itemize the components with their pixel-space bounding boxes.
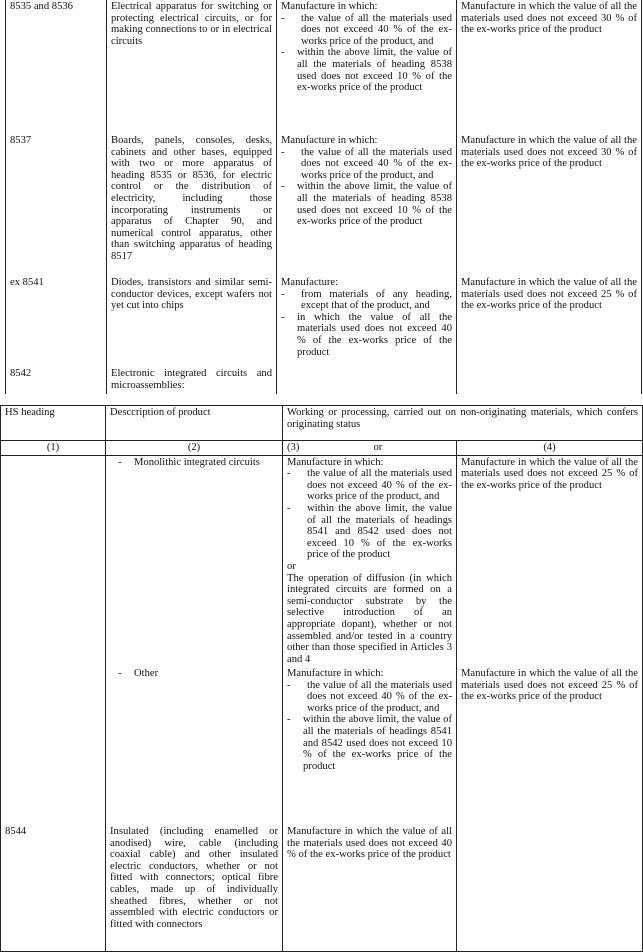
- list-item: - the value of all the materials used does not exceed 40 % of the ex-works price of the product, and: [287, 468, 452, 503]
- working-col3: [277, 134, 457, 276]
- empty-cell: [457, 825, 643, 951]
- working-col3: [283, 667, 457, 825]
- list-item: - the value of all the materials used does not exceed 40 % of the ex-works price of the product, and: [287, 680, 452, 715]
- empty-cell: [1, 667, 106, 825]
- hs-heading: 8542: [6, 364, 107, 394]
- col3-intro: Manufacture in which:: [287, 456, 384, 468]
- table-row: [6, 0, 642, 134]
- list-item: - the value of all the materials used does not exceed 40 % of the ex-works price of the product, and: [281, 13, 452, 48]
- list-item: - from materials of any heading, except that of the product, and: [281, 289, 452, 312]
- list-item: - within the above limit, the value of all the materials of headings 8541 and 8542 used does not exceed 10 % of the ex-works price of the product: [287, 503, 452, 561]
- table-row: [1, 455, 643, 667]
- list-item: - within the above limit, the value of all the materials of heading 8538 used does not exceed 10 % of the ex-works price of the product: [281, 181, 452, 227]
- working-col4: Manufacture in which the value of all the materials used does not exceed 30 % of the ex-works price of the product: [457, 0, 642, 134]
- product-description: [106, 667, 283, 825]
- list-item: - within the above limit, the value of all the materials of heading 8538 used does not exceed 10 % of the ex-works price of the product: [281, 47, 452, 93]
- list-item: - Other: [118, 668, 278, 680]
- working-col4: Manufacture in which the value of all the materials used does not exceed 25 % of the ex-works price of the product: [457, 276, 642, 364]
- working-col3: [277, 0, 457, 134]
- header-hs-heading: HS heading: [1, 406, 106, 441]
- product-description: Electronic integrated circuits and microassemblies:: [107, 364, 277, 394]
- product-description: Diodes, transistors and similar semi-conductor devices, except wafers not yet cut into chips: [107, 276, 277, 364]
- col-number-4: (4): [457, 441, 643, 456]
- table-row: [1, 667, 643, 825]
- hs-heading: ex 8541: [6, 276, 107, 364]
- list-item: - Monolithic integrated circuits: [118, 457, 278, 469]
- col3-intro: Manufacture in which:: [287, 668, 384, 680]
- col3-alternative: The operation of diffusion (in which integrated circuits are formed on a semi-conductor substrate by the selective introduction of an appropriate dopant), whether or not assembled and/or tested in a country other than those specified in Articles 3 and 4: [287, 572, 452, 665]
- empty-cell: [457, 364, 642, 394]
- empty-cell: [277, 364, 457, 394]
- header-description: Desccription of product: [106, 406, 283, 441]
- col-number-or: or: [370, 441, 457, 456]
- list-item: - the value of all the materials used does not exceed 40 % of the ex-works price of the product, and: [281, 147, 452, 182]
- hs-heading: 8544: [1, 825, 106, 951]
- column-number-row: [1, 441, 643, 456]
- table-row: [6, 276, 642, 364]
- header-working: Working or processing, carried out on non-originating materials, which confers originating status: [283, 406, 643, 441]
- rules-table-part2: [0, 405, 643, 952]
- working-col4: Manufacture in which the value of all the materials used does not exceed 25 % of the ex-works price of the product: [457, 667, 643, 825]
- working-col3: [277, 276, 457, 364]
- empty-cell: [1, 455, 106, 667]
- working-col3: Manufacture in which the value of all the materials used does not exceed 40 % of the ex-works price of the product: [283, 825, 457, 951]
- col-number-2: (2): [106, 441, 283, 456]
- rules-table-part1: [5, 0, 642, 394]
- col3-intro: Manufacture in which:: [281, 1, 378, 12]
- working-col4: Manufacture in which the value of all the materials used does not exceed 25 % of the ex-works price of the product: [457, 455, 643, 667]
- hs-heading: 8535 and 8536: [6, 0, 107, 134]
- list-item: - within the above limit, the value of all the materials of headings 8541 and 8542 used does not exceed 10 % of the ex-works price of the product: [287, 714, 452, 772]
- col3-intro: Manufacture in which:: [281, 135, 378, 146]
- hs-heading: 8537: [6, 134, 107, 276]
- product-description: Boards, panels, consoles, desks, cabinets and other bases, equipped with two or more apparatus of heading 8535 or 8536, for electric control or the distribution of electricity, including those incorporating instruments or apparatus of Chapter 90, and numerical control apparatus, other than switching apparatus of heading 8517: [107, 134, 277, 276]
- col-number-1: (1): [1, 441, 106, 456]
- or-label: or: [287, 560, 296, 572]
- product-description: Insulated (including enamelled or anodised) wire, cable (including coaxial cable) and other insulated electric conductors, whether or not fitted with connectors; optical fibre cables, made up of individually sheathed fibres, whether or not assembled with electric conductors or fitted with connectors: [106, 825, 283, 951]
- list-item: - in which the value of all the materials used does not exceed 40 % of the ex-works price of the product: [281, 312, 452, 358]
- table-row: [1, 825, 643, 951]
- working-col4: Manufacture in which the value of all the materials used does not exceed 30 % of the ex-works price of the product: [457, 134, 642, 276]
- table-row: [6, 364, 642, 394]
- col3-intro: Manufacture:: [281, 277, 339, 288]
- product-description: Electrical apparatus for switching or protecting electrical circuits, or for making connections to or in electrical circuits: [107, 0, 277, 134]
- header-row: [1, 406, 643, 441]
- col-number-3: (3): [283, 441, 370, 456]
- product-description: [106, 455, 283, 667]
- working-col3: [283, 455, 457, 667]
- table-row: [6, 134, 642, 276]
